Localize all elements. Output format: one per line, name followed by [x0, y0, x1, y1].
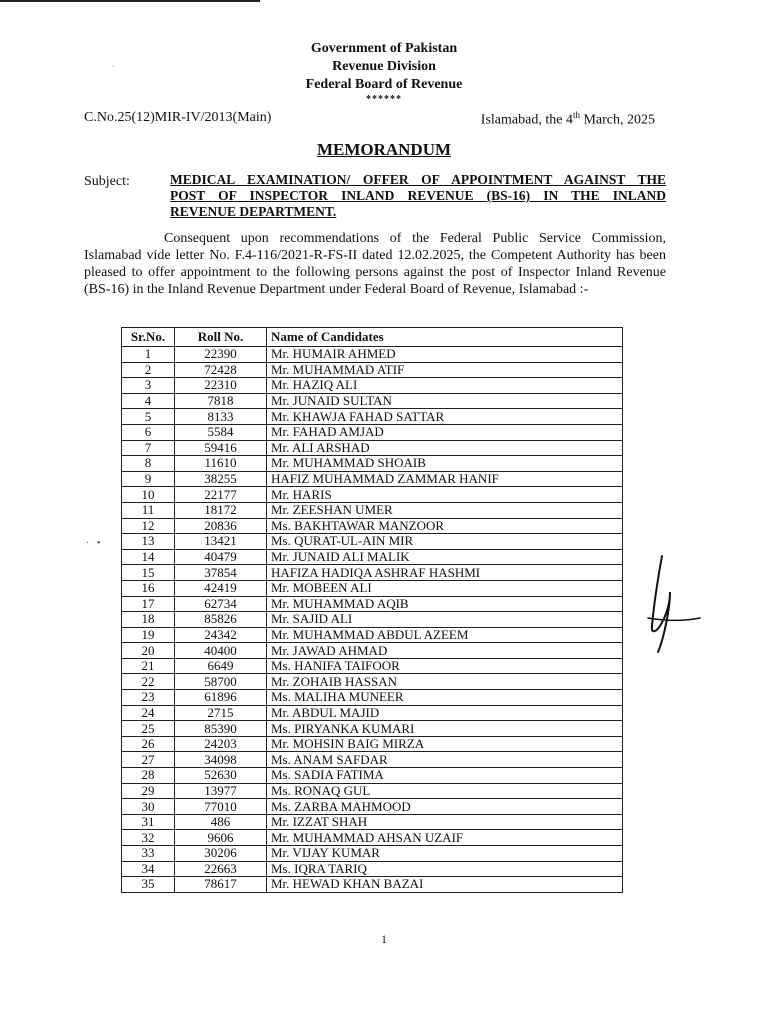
cell-candidate-name: Mr. KHAWJA FAHAD SATTAR: [267, 409, 623, 425]
cell-roll-no: 2715: [175, 705, 267, 721]
cell-sr-no: 13: [122, 534, 175, 550]
place-prefix: Islamabad, the 4: [480, 112, 573, 128]
header-name: Name of Candidates: [267, 328, 623, 347]
cell-candidate-name: Mr. ZEESHAN UMER: [267, 502, 623, 518]
table-row: [122, 393, 623, 409]
table-row: [122, 612, 623, 628]
cell-candidate-name: Mr. HUMAIR AHMED: [267, 347, 623, 363]
cell-sr-no: 14: [122, 549, 175, 565]
table-row: [122, 877, 623, 893]
cell-roll-no: 22310: [175, 378, 267, 394]
letterhead-division: Revenue Division: [332, 59, 436, 74]
cell-sr-no: 10: [122, 487, 175, 503]
table-row: [122, 580, 623, 596]
table-row: [122, 783, 623, 799]
cell-candidate-name: Mr. MUHAMMAD AQIB: [267, 596, 623, 612]
cell-roll-no: 58700: [175, 674, 267, 690]
table-row: [122, 705, 623, 721]
cell-sr-no: 6: [122, 424, 175, 440]
cell-sr-no: 1: [122, 347, 175, 363]
cell-roll-no: 40479: [175, 549, 267, 565]
letterhead-government: Government of Pakistan: [310, 41, 458, 56]
cell-sr-no: 22: [122, 674, 175, 690]
cell-candidate-name: Mr. SAJID ALI: [267, 612, 623, 628]
cell-roll-no: 34098: [175, 752, 267, 768]
table-row: [122, 440, 623, 456]
cell-roll-no: 37854: [175, 565, 267, 581]
document-title: MEMORANDUM: [316, 140, 452, 159]
cell-roll-no: 85826: [175, 612, 267, 628]
table-row: [122, 830, 623, 846]
cell-sr-no: 28: [122, 768, 175, 784]
cell-sr-no: 20: [122, 643, 175, 659]
cell-sr-no: 24: [122, 705, 175, 721]
cell-candidate-name: Mr. FAHAD AMJAD: [267, 424, 623, 440]
letterhead-stars: ******: [366, 94, 402, 105]
cell-candidate-name: Ms. RONAQ GUL: [267, 783, 623, 799]
letterhead-board: Federal Board of Revenue: [305, 77, 463, 92]
table-row: [122, 378, 623, 394]
table-row: [122, 768, 623, 784]
place-and-date: [481, 110, 655, 129]
table-row: [122, 721, 623, 737]
cell-sr-no: 27: [122, 752, 175, 768]
cell-sr-no: 21: [122, 658, 175, 674]
table-row: [122, 347, 623, 363]
cell-roll-no: 38255: [175, 471, 267, 487]
cell-candidate-name: Ms. QURAT-UL-AIN MIR: [267, 534, 623, 550]
header-sr-no: Sr.No.: [122, 328, 175, 347]
cell-candidate-name: Mr. MUHAMMAD ATIF: [267, 362, 623, 378]
scan-speck: · •: [86, 538, 101, 549]
cell-sr-no: 5: [122, 409, 175, 425]
table-row: [122, 674, 623, 690]
cell-candidate-name: Mr. MUHAMMAD SHOAIB: [267, 456, 623, 472]
letterhead: [0, 40, 768, 106]
cell-sr-no: 23: [122, 690, 175, 706]
cell-sr-no: 17: [122, 596, 175, 612]
subject-text: [170, 172, 666, 220]
cell-candidate-name: Ms. HANIFA TAIFOOR: [267, 658, 623, 674]
table-row: [122, 565, 623, 581]
table-row: [122, 814, 623, 830]
cell-sr-no: 8: [122, 456, 175, 472]
cell-roll-no: 61896: [175, 690, 267, 706]
cell-roll-no: 42419: [175, 580, 267, 596]
table-row: [122, 549, 623, 565]
cell-candidate-name: Ms. PIRYANKA KUMARI: [267, 721, 623, 737]
cell-roll-no: 24203: [175, 736, 267, 752]
cell-roll-no: 18172: [175, 502, 267, 518]
cell-roll-no: 59416: [175, 440, 267, 456]
cell-roll-no: 20836: [175, 518, 267, 534]
table-row: [122, 690, 623, 706]
cell-roll-no: 30206: [175, 846, 267, 862]
cell-roll-no: 24342: [175, 627, 267, 643]
cell-candidate-name: Mr. IZZAT SHAH: [267, 814, 623, 830]
cell-roll-no: 11610: [175, 456, 267, 472]
cell-roll-no: 40400: [175, 643, 267, 659]
cell-roll-no: 6649: [175, 658, 267, 674]
cell-sr-no: 4: [122, 393, 175, 409]
cell-roll-no: 85390: [175, 721, 267, 737]
top-edge-line: [0, 0, 260, 2]
cell-sr-no: 31: [122, 814, 175, 830]
cell-candidate-name: Mr. ABDUL MAJID: [267, 705, 623, 721]
cell-roll-no: 8133: [175, 409, 267, 425]
cell-candidate-name: Ms. MALIHA MUNEER: [267, 690, 623, 706]
cell-sr-no: 29: [122, 783, 175, 799]
subject-line-1: MEDICAL EXAMINATION/ OFFER OF APPOINTMENT AGAINST THE: [170, 172, 666, 187]
table-row: [122, 596, 623, 612]
candidates-table: [121, 327, 623, 893]
cell-roll-no: 5584: [175, 424, 267, 440]
cell-candidate-name: Mr. MOBEEN ALI: [267, 580, 623, 596]
cell-roll-no: 7818: [175, 393, 267, 409]
subject-label: Subject:: [84, 174, 130, 189]
cell-roll-no: 52630: [175, 768, 267, 784]
cell-candidate-name: HAFIZA HADIQA ASHRAF HASHMI: [267, 565, 623, 581]
cell-candidate-name: Mr. JUNAID ALI MALIK: [267, 549, 623, 565]
cell-sr-no: 30: [122, 799, 175, 815]
cell-sr-no: 32: [122, 830, 175, 846]
cell-sr-no: 7: [122, 440, 175, 456]
date-rest: March, 2025: [579, 112, 655, 128]
cell-roll-no: 9606: [175, 830, 267, 846]
cell-candidate-name: Ms. IQRA TARIQ: [267, 861, 623, 877]
cell-roll-no: 78617: [175, 877, 267, 893]
table-row: [122, 846, 623, 862]
table-row: [122, 799, 623, 815]
cell-candidate-name: Mr. HARIS: [267, 487, 623, 503]
table-row: [122, 861, 623, 877]
cell-roll-no: 77010: [175, 799, 267, 815]
cell-roll-no: 13421: [175, 534, 267, 550]
cell-candidate-name: Mr. MUHAMMAD AHSAN UZAIF: [267, 830, 623, 846]
table-row: [122, 643, 623, 659]
cell-candidate-name: Mr. HEWAD KHAN BAZAI: [267, 877, 623, 893]
cell-candidate-name: HAFIZ MUHAMMAD ZAMMAR HANIF: [267, 471, 623, 487]
page-number: 1: [381, 932, 387, 946]
table-row: [122, 487, 623, 503]
table-row: [122, 424, 623, 440]
date-superscript: th: [572, 110, 580, 120]
header-roll-no: Roll No.: [175, 328, 267, 347]
cell-sr-no: 18: [122, 612, 175, 628]
cell-roll-no: 13977: [175, 783, 267, 799]
cell-candidate-name: Mr. HAZIQ ALI: [267, 378, 623, 394]
table-row: [122, 534, 623, 550]
table-row: [122, 409, 623, 425]
cell-roll-no: 22390: [175, 347, 267, 363]
cell-sr-no: 2: [122, 362, 175, 378]
cell-roll-no: 22177: [175, 487, 267, 503]
cell-roll-no: 62734: [175, 596, 267, 612]
cell-candidate-name: Mr. VIJAY KUMAR: [267, 846, 623, 862]
cell-candidate-name: Mr. JAWAD AHMAD: [267, 643, 623, 659]
table-row: [122, 362, 623, 378]
table-row: [122, 627, 623, 643]
cell-sr-no: 19: [122, 627, 175, 643]
cell-candidate-name: Ms. ANAM SAFDAR: [267, 752, 623, 768]
cell-sr-no: 9: [122, 471, 175, 487]
cell-sr-no: 16: [122, 580, 175, 596]
cell-roll-no: 22663: [175, 861, 267, 877]
cell-sr-no: 35: [122, 877, 175, 893]
table-row: [122, 658, 623, 674]
cell-candidate-name: Mr. MUHAMMAD ABDUL AZEEM: [267, 627, 623, 643]
scan-speck: ·: [112, 62, 115, 71]
subject-line-3: REVENUE DEPARTMENT.: [170, 204, 337, 219]
cell-sr-no: 26: [122, 736, 175, 752]
cell-candidate-name: Ms. BAKHTAWAR MANZOOR: [267, 518, 623, 534]
cell-sr-no: 3: [122, 378, 175, 394]
body-paragraph: Consequent upon recommendations of the Federal Public Service Commission, Islamabad vide letter No. F.4-116/2021-R-FS-II dated 12.02.2025, the Competent Authority has been pleased to offer appointment to the following persons against the post of Inspector Inland Revenue (BS-16) in the Inland Revenue Department under Federal Board of Revenue, Islamabad :-: [84, 231, 666, 297]
table-row: [122, 502, 623, 518]
cell-candidate-name: Mr. ZOHAIB HASSAN: [267, 674, 623, 690]
cell-candidate-name: Mr. JUNAID SULTAN: [267, 393, 623, 409]
table-header-row: [122, 328, 623, 347]
cell-sr-no: 15: [122, 565, 175, 581]
reference-number: C.No.25(12)MIR-IV/2013(Main): [84, 110, 272, 125]
cell-roll-no: 486: [175, 814, 267, 830]
cell-sr-no: 11: [122, 502, 175, 518]
cell-candidate-name: Ms. SADIA FATIMA: [267, 768, 623, 784]
cell-candidate-name: Ms. ZARBA MAHMOOD: [267, 799, 623, 815]
signature-mark: [640, 548, 720, 658]
cell-candidate-name: Mr. MOHSIN BAIG MIRZA: [267, 736, 623, 752]
table-row: [122, 752, 623, 768]
cell-sr-no: 25: [122, 721, 175, 737]
subject-line-2: POST OF INSPECTOR INLAND REVENUE (BS-16) IN THE INLAND: [170, 188, 666, 203]
cell-candidate-name: Mr. ALI ARSHAD: [267, 440, 623, 456]
table-row: [122, 456, 623, 472]
table-row: [122, 736, 623, 752]
cell-sr-no: 12: [122, 518, 175, 534]
table-row: [122, 471, 623, 487]
cell-roll-no: 72428: [175, 362, 267, 378]
table-row: [122, 518, 623, 534]
cell-sr-no: 34: [122, 861, 175, 877]
candidates-table-body: [122, 347, 623, 893]
cell-sr-no: 33: [122, 846, 175, 862]
